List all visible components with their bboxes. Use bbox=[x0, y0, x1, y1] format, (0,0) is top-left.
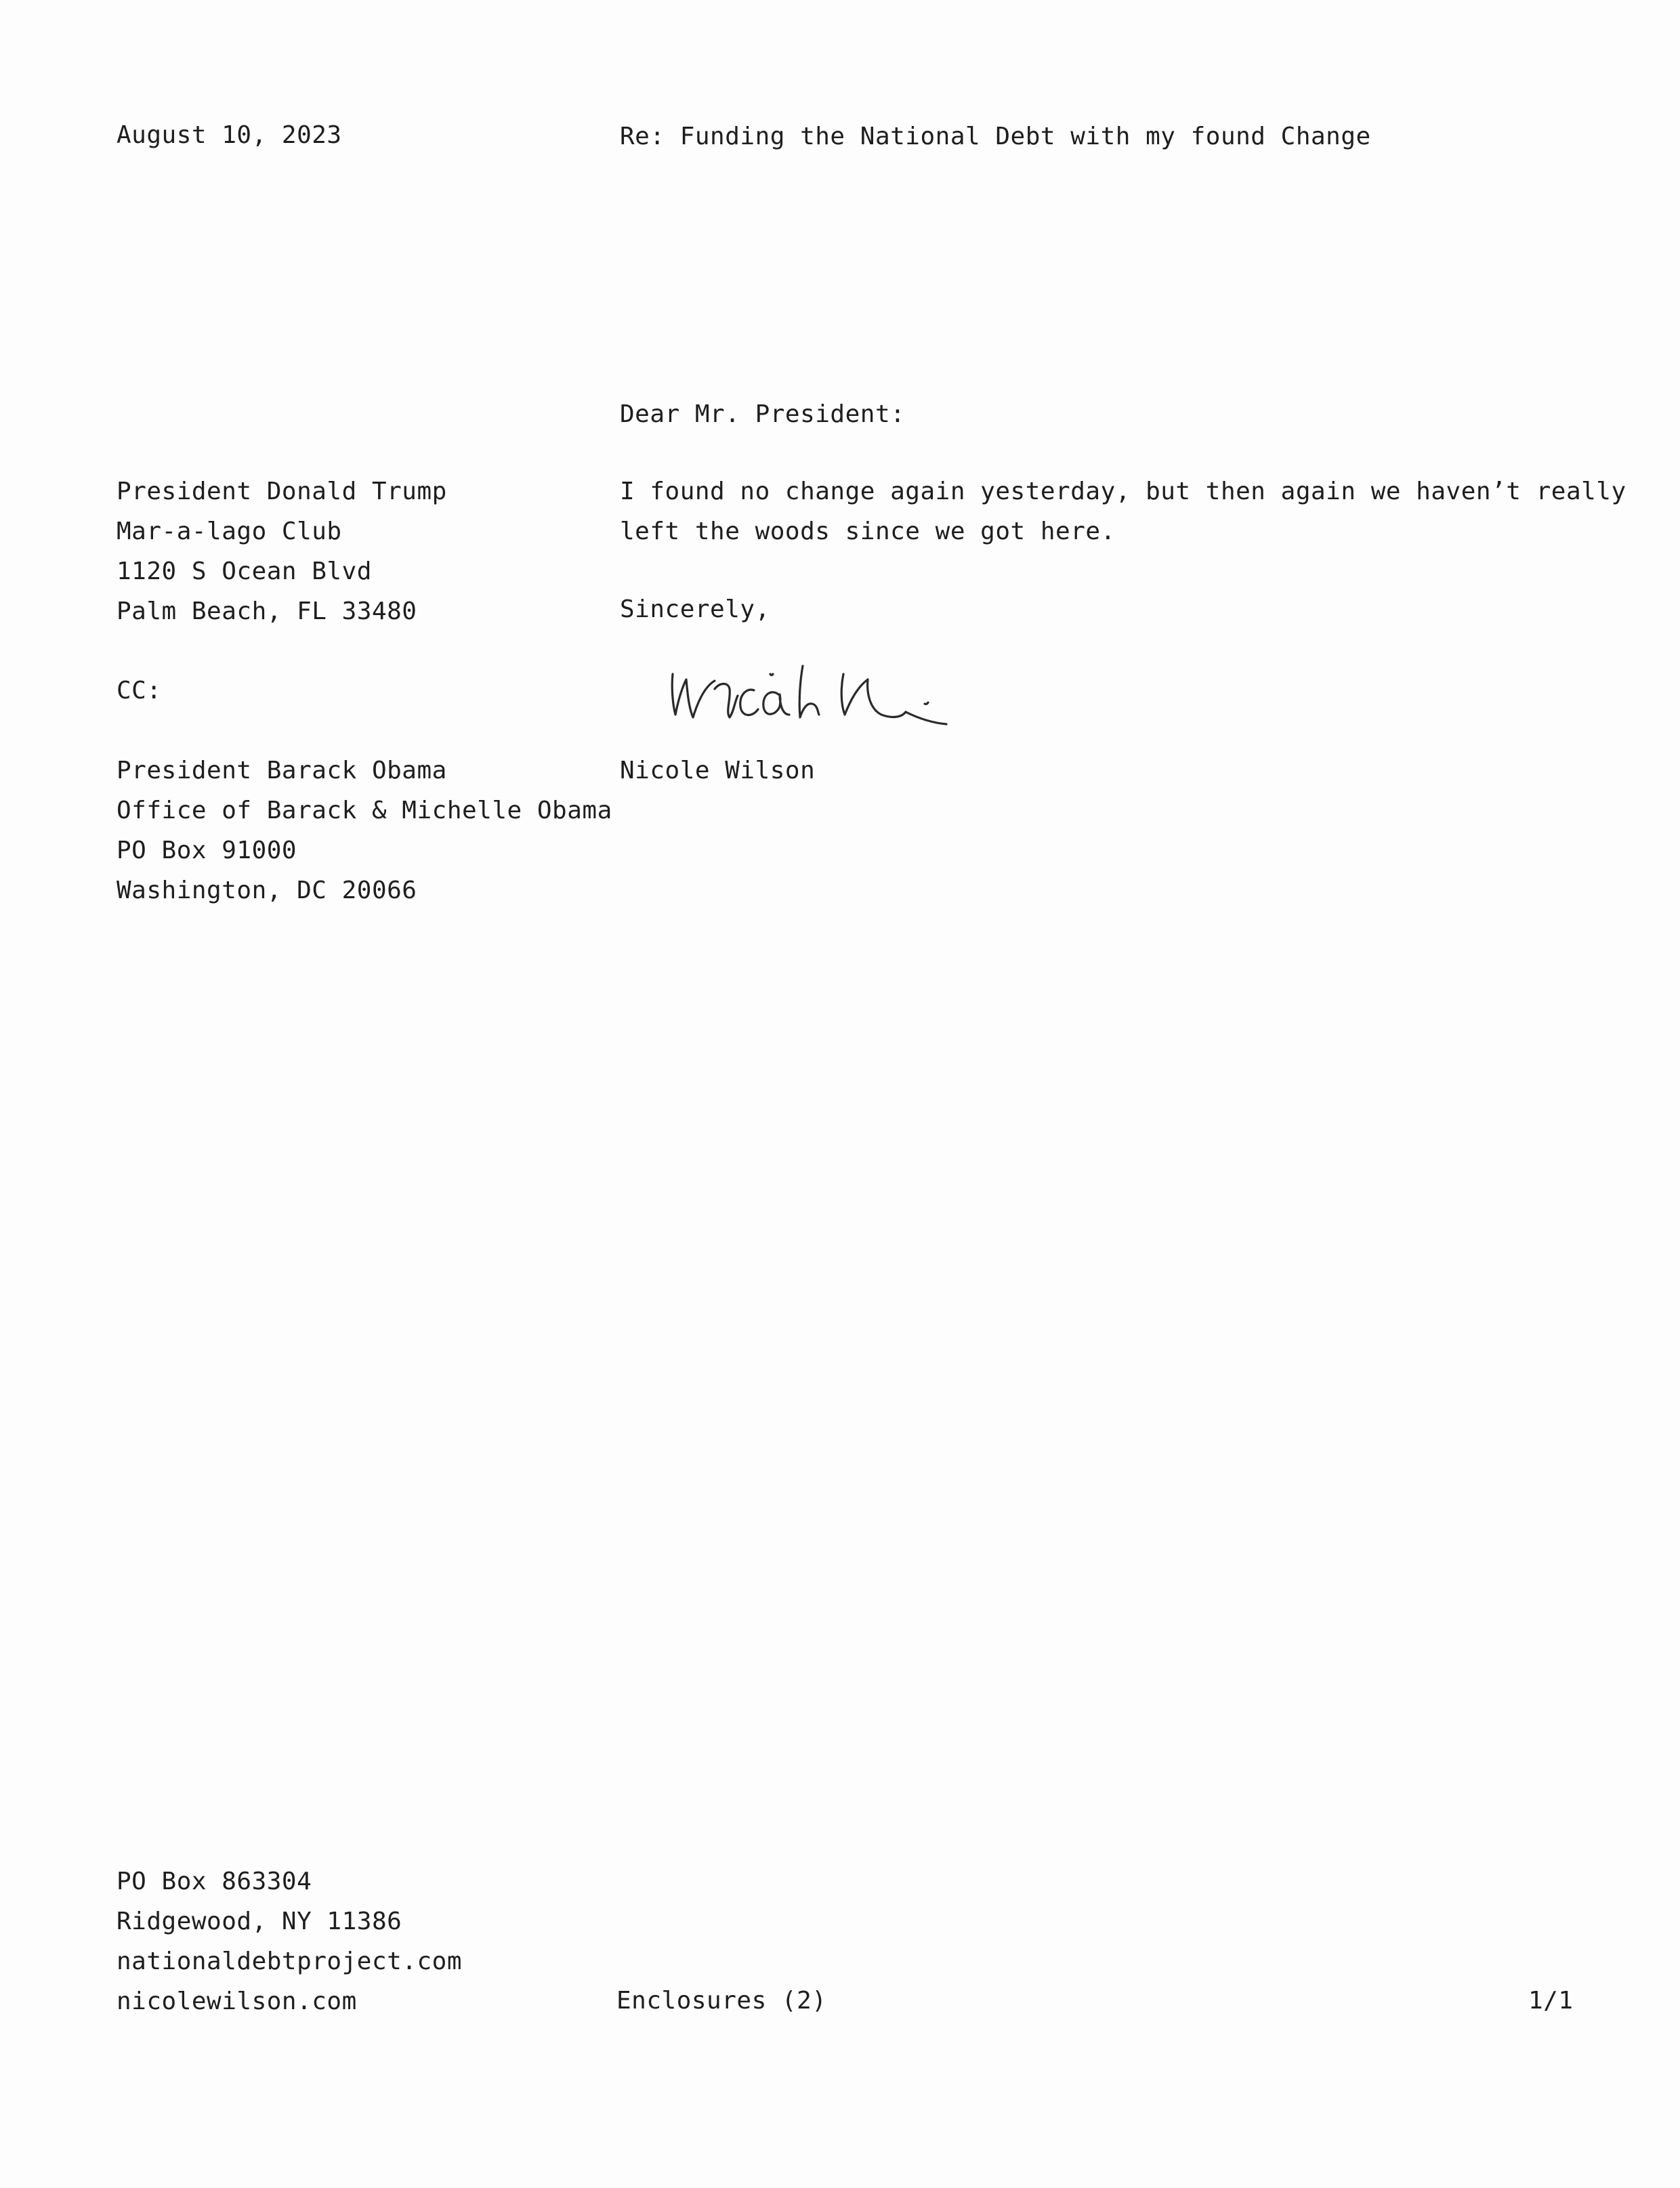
letter-subject: Re: Funding the National Debt with my found Change bbox=[620, 123, 1371, 150]
body-line: I found no change again yesterday, but then again we haven’t really bbox=[620, 478, 1626, 505]
cc-line: Office of Barack & Michelle Obama bbox=[117, 797, 612, 824]
recipient-line: Mar-a-lago Club bbox=[117, 518, 342, 545]
recipient-line: President Donald Trump bbox=[117, 478, 447, 505]
recipient-line: 1120 S Ocean Blvd bbox=[117, 557, 372, 585]
sender-line: PO Box 863304 bbox=[117, 1868, 312, 1895]
sender-website[interactable]: nationaldebtproject.com bbox=[117, 1948, 462, 1975]
sender-website[interactable]: nicolewilson.com bbox=[117, 1987, 357, 2015]
handwritten-signature-icon bbox=[667, 647, 1020, 735]
page-number: 1/1 bbox=[1528, 1987, 1574, 2015]
cc-line: President Barack Obama bbox=[117, 757, 447, 784]
sender-address bbox=[117, 1861, 462, 2021]
recipient-address bbox=[117, 471, 447, 631]
sender-line: Ridgewood, NY 11386 bbox=[117, 1908, 402, 1935]
cc-recipient-address bbox=[117, 751, 612, 910]
signer-name: Nicole Wilson bbox=[620, 757, 816, 784]
letter-body bbox=[620, 471, 1626, 551]
cc-line: Washington, DC 20066 bbox=[117, 877, 417, 904]
recipient-line: Palm Beach, FL 33480 bbox=[117, 597, 417, 625]
cc-label: CC: bbox=[117, 677, 162, 704]
closing: Sincerely, bbox=[620, 595, 770, 623]
body-line: left the woods since we got here. bbox=[620, 518, 1116, 545]
letter-date: August 10, 2023 bbox=[117, 121, 342, 149]
salutation: Dear Mr. President: bbox=[620, 400, 906, 428]
enclosures-note: Enclosures (2) bbox=[616, 1987, 827, 2015]
cc-line: PO Box 91000 bbox=[117, 837, 297, 864]
